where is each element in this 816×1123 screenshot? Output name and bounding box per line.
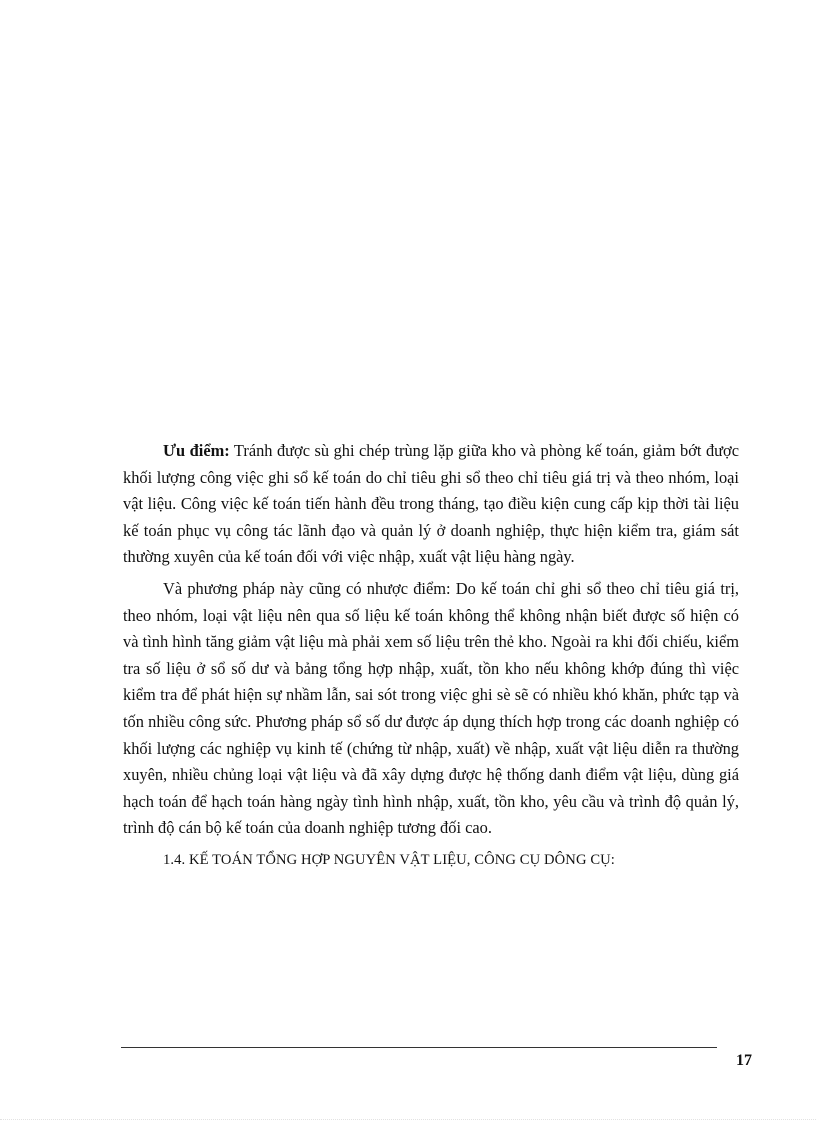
footer-divider [121,1047,717,1048]
advantages-term: Ưu điểm: [163,441,230,460]
advantages-paragraph [123,438,739,571]
page-bottom-border [0,1119,816,1120]
disadvantages-paragraph: Và phương pháp này cũng có nhược điểm: Do kế toán chỉ ghi sổ theo chỉ tiêu giá trị, theo nhóm, loại vật liệu nên qua số liệu kế toán không thể không nhận biết được số hiện có và tình hình tăng giảm vật liệu mà phải xem số liệu trên thẻ kho. Ngoài ra khi đối chiếu, kiểm tra số liệu ở sổ số dư và bảng tổng hợp nhập, xuất, tồn kho nếu không khớp đúng thì việc kiểm tra để phát hiện sự nhầm lẫn, sai sót trong việc ghi sè sẽ có nhiều khó khăn, phức tạp và tốn nhiều công sức. Phương pháp sổ số dư được áp dụng thích hợp trong các doanh nghiệp có khối lượng các nghiệp vụ kinh tế (chứng từ nhập, xuất) về nhập, xuất vật liệu diễn ra thường xuyên, nhiều chủng loại vật liệu và đã xây dựng được hệ thống danh điểm vật liệu, dùng giá hạch toán để hạch toán hàng ngày tình hình nhập, xuất, tồn kho, yêu cầu và trình độ quản lý, trình độ cán bộ kế toán của doanh nghiệp tương đối cao. [123,578,739,838]
advantages-text: Tránh được sù ghi chép trùng lặp giữa kho và phòng kế toán, giảm bớt được khối lượng công việc ghi sổ kế toán do chỉ tiêu ghi sổ theo chỉ tiêu giá trị và theo nhóm, loại vật liệu. Công việc kế toán tiến hành đều trong tháng, tạo điều kiện cung cấp kịp thời tài liệu kế toán phục vụ công tác lãnh đạo và quản lý ở doanh nghiệp, thực hiện kiểm tra, giám sát thường xuyên của kế toán đối với việc nhập, xuất vật liệu hàng ngày. [123,441,739,567]
document-body [123,438,739,879]
section-heading: 1.4. KẾ TOÁN TỔNG HỢP NGUYÊN VẬT LIỆU, CÔNG CỤ DÔNG CỤ: [163,851,615,868]
page-number: 17 [736,1052,752,1069]
